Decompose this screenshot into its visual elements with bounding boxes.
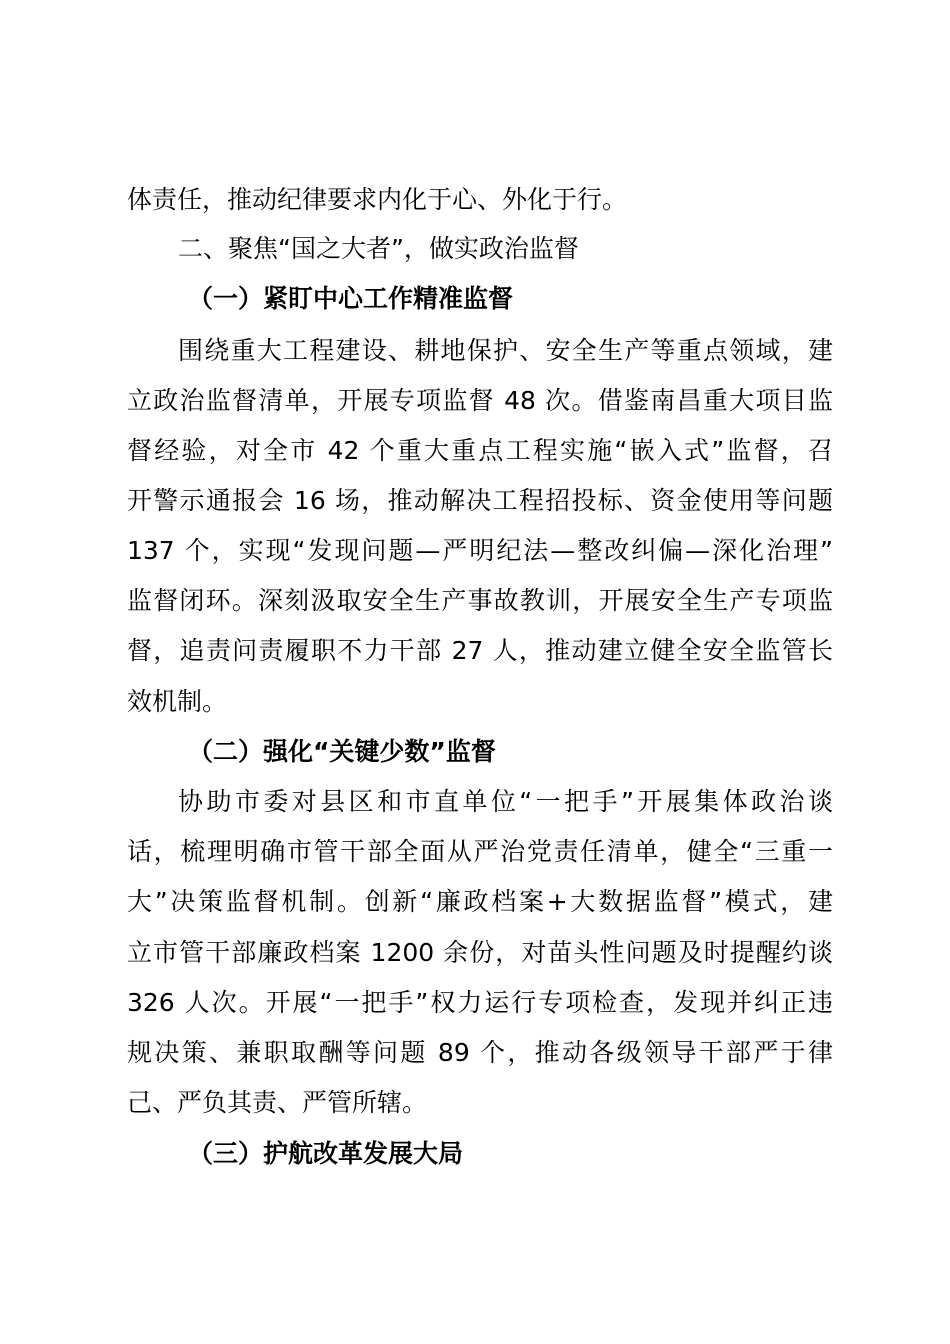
paragraph-line: 监督闭环。深刻汲取安全生产事故教训，开展安全生产专项监 — [127, 586, 833, 615]
paragraph-line: 话，梳理明确市管干部全面从严治党责任清单，健全“三重一 — [127, 837, 833, 866]
paragraph-line: 开警示通报会 16 场，推动解决工程招投标、资金使用等问题 — [127, 486, 833, 515]
subsection-heading-2: （二）强化“关键少数”监督 — [188, 737, 496, 766]
subsection-heading-1: （一）紧盯中心工作精准监督 — [188, 284, 514, 313]
paragraph-line-continuation: 体责任，推动纪律要求内化于心、外化于行。 — [127, 185, 628, 214]
paragraph-line: 规决策、兼职取酬等问题 89 个，推动各级领导干部严于律 — [127, 1038, 833, 1067]
paragraph-line: 效机制。 — [127, 687, 228, 716]
section-heading: 二、聚焦“国之大者”，做实政治监督 — [178, 234, 579, 263]
paragraph-line: 326 人次。开展“一把手”权力运行专项检查，发现并纠正违 — [127, 988, 833, 1017]
paragraph-line: 围绕重大工程建设、耕地保护、安全生产等重点领域，建 — [178, 336, 833, 365]
subsection-heading-3: （三）护航改革发展大局 — [188, 1139, 464, 1168]
paragraph-line: 督，追责问责履职不力干部 27 人，推动建立健全安全监管长 — [127, 636, 833, 665]
paragraph-line: 协助市委对县区和市直单位“一把手”开展集体政治谈 — [178, 787, 833, 816]
paragraph-line: 立政治监督清单，开展专项监督 48 次。借鉴南昌重大项目监 — [127, 386, 833, 415]
paragraph-line: 立市管干部廉政档案 1200 余份，对苗头性问题及时提醒约谈 — [127, 938, 833, 967]
paragraph-line: 大”决策监督机制。创新“廉政档案+大数据监督”模式，建 — [127, 887, 833, 916]
paragraph-line: 督经验，对全市 42 个重大重点工程实施“嵌入式”监督，召 — [127, 436, 833, 465]
paragraph-line: 己、严负其责、严管所辖。 — [127, 1088, 428, 1117]
paragraph-line: 137 个，实现“发现问题—严明纪法—整改纠偏—深化治理” — [127, 536, 833, 565]
